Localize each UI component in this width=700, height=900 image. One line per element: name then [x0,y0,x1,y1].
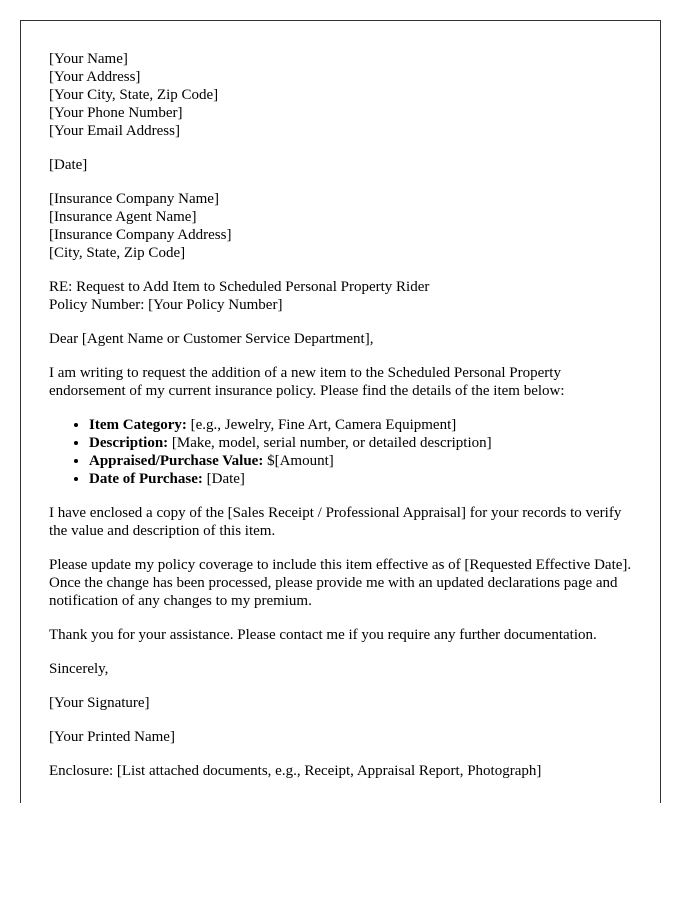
item-label: Date of Purchase: [89,471,203,487]
sender-phone: [Your Phone Number] [49,105,183,121]
subject-block [49,278,632,314]
list-item [89,416,632,434]
signature: [Your Signature] [49,695,150,711]
item-label: Item Category: [89,417,187,433]
item-value: [Make, model, serial number, or detailed description] [168,435,492,451]
recipient-agent: [Insurance Agent Name] [49,209,197,225]
letter-page [20,20,661,803]
item-details-list [49,416,632,488]
recipient-city: [City, State, Zip Code] [49,245,186,261]
update-paragraph: Please update my policy coverage to include this item effective as of [Requested Effective Date]. Once the change has been processed, please provide me with an updated declarations page and notification of any changes to my premium. [49,557,632,609]
sender-address: [Your Address] [49,69,141,85]
item-value: [e.g., Jewelry, Fine Art, Camera Equipment] [186,417,457,433]
recipient-company: [Insurance Company Name] [49,191,219,207]
intro-paragraph: I am writing to request the addition of a new item to the Scheduled Personal Property endorsement of my current insurance policy. Please find the details of the item below: [49,365,565,399]
sender-email: [Your Email Address] [49,123,180,139]
item-value: [Date] [202,471,245,487]
item-label: Description: [89,435,169,451]
printed-name: [Your Printed Name] [49,729,175,745]
list-item [89,452,632,470]
sender-block [49,50,632,140]
recipient-block [49,190,632,262]
list-item [89,470,632,488]
item-label: Appraised/Purchase Value: [89,453,264,469]
list-item [89,434,632,452]
policy-number: Policy Number: [Your Policy Number] [49,297,283,313]
thanks-paragraph: Thank you for your assistance. Please contact me if you require any further documentation. [49,627,597,643]
letter-date: [Date] [49,157,88,173]
enclosure-line: Enclosure: [List attached documents, e.g., Receipt, Appraisal Report, Photograph] [49,763,542,779]
recipient-address: [Insurance Company Address] [49,227,232,243]
closing: Sincerely, [49,661,109,677]
salutation: Dear [Agent Name or Customer Service Department], [49,331,374,347]
subject-line: RE: Request to Add Item to Scheduled Personal Property Rider [49,279,430,295]
item-value: $[Amount] [263,453,334,469]
letter-content [21,21,660,780]
sender-city: [Your City, State, Zip Code] [49,87,219,103]
enclosed-paragraph: I have enclosed a copy of the [Sales Receipt / Professional Appraisal] for your records to verify the value and description of this item. [49,505,622,539]
sender-name: [Your Name] [49,51,128,67]
